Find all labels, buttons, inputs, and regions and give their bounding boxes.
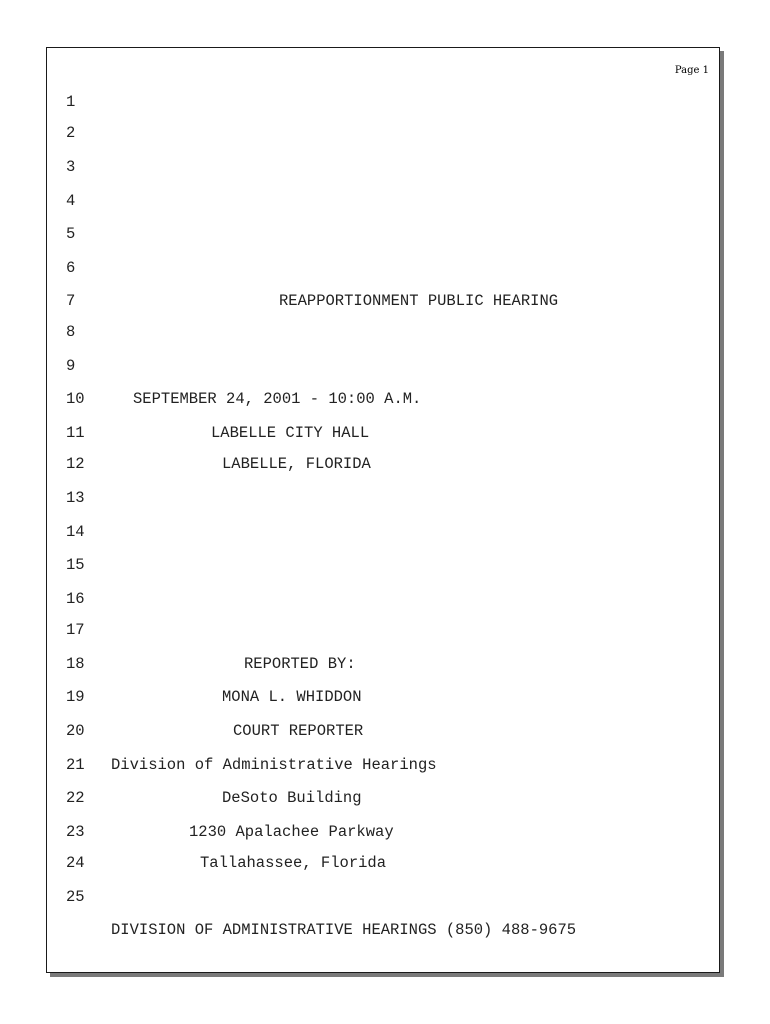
line-number: 16 <box>66 590 85 608</box>
reporter-title: COURT REPORTER <box>233 722 364 740</box>
transcript-line <box>47 886 719 908</box>
hearing-venue: LABELLE CITY HALL <box>211 424 370 442</box>
line-number: 3 <box>66 158 76 176</box>
transcript-line <box>47 422 719 444</box>
transcript-line <box>47 122 719 144</box>
line-number: 1 <box>66 93 76 111</box>
line-number: 19 <box>66 688 85 706</box>
hearing-date: SEPTEMBER 24, 2001 - 10:00 A.M. <box>133 390 422 408</box>
line-number: 4 <box>66 192 76 210</box>
transcript-line <box>47 720 719 742</box>
transcript-page <box>46 47 720 973</box>
transcript-line <box>47 290 719 312</box>
transcript-line <box>47 388 719 410</box>
transcript-line <box>47 821 719 843</box>
transcript-line <box>47 257 719 279</box>
line-number: 23 <box>66 823 85 841</box>
building-name: DeSoto Building <box>222 789 362 807</box>
line-number: 8 <box>66 323 76 341</box>
line-number: 11 <box>66 424 85 442</box>
transcript-line <box>47 554 719 576</box>
agency-name: Division of Administrative Hearings <box>111 756 437 774</box>
line-number: 15 <box>66 556 85 574</box>
transcript-line <box>47 190 719 212</box>
transcript-line <box>47 787 719 809</box>
line-number: 12 <box>66 455 85 473</box>
street-address: 1230 Apalachee Parkway <box>189 823 394 841</box>
transcript-line <box>47 852 719 874</box>
transcript-line <box>47 619 719 641</box>
transcript-line <box>47 453 719 475</box>
line-number: 18 <box>66 655 85 673</box>
line-number: 20 <box>66 722 85 740</box>
line-number: 14 <box>66 523 85 541</box>
line-number: 6 <box>66 259 76 277</box>
transcript-line <box>47 223 719 245</box>
city-state: Tallahassee, Florida <box>200 854 387 872</box>
page-footer <box>47 919 719 941</box>
reported-by-label: REPORTED BY: <box>244 655 356 673</box>
transcript-line <box>47 156 719 178</box>
line-number: 22 <box>66 789 85 807</box>
transcript-line <box>47 355 719 377</box>
transcript-line <box>47 754 719 776</box>
transcript-line <box>47 521 719 543</box>
footer-text: DIVISION OF ADMINISTRATIVE HEARINGS (850) 488-9675 <box>111 921 577 939</box>
line-number: 25 <box>66 888 85 906</box>
line-number: 24 <box>66 854 85 872</box>
line-number: 17 <box>66 621 85 639</box>
line-number: 2 <box>66 124 76 142</box>
reporter-name: MONA L. WHIDDON <box>222 688 362 706</box>
transcript-line <box>47 321 719 343</box>
line-number: 7 <box>66 292 76 310</box>
hearing-title: REAPPORTIONMENT PUBLIC HEARING <box>279 292 559 310</box>
transcript-line <box>47 686 719 708</box>
hearing-location: LABELLE, FLORIDA <box>222 455 371 473</box>
transcript-line <box>47 487 719 509</box>
transcript-line <box>47 91 719 113</box>
line-number: 5 <box>66 225 76 243</box>
line-number: 13 <box>66 489 85 507</box>
transcript-line <box>47 588 719 610</box>
line-number: 10 <box>66 390 85 408</box>
transcript-line <box>47 653 719 675</box>
page-number: Page 1 <box>674 65 709 76</box>
line-number: 9 <box>66 357 76 375</box>
line-number: 21 <box>66 756 85 774</box>
